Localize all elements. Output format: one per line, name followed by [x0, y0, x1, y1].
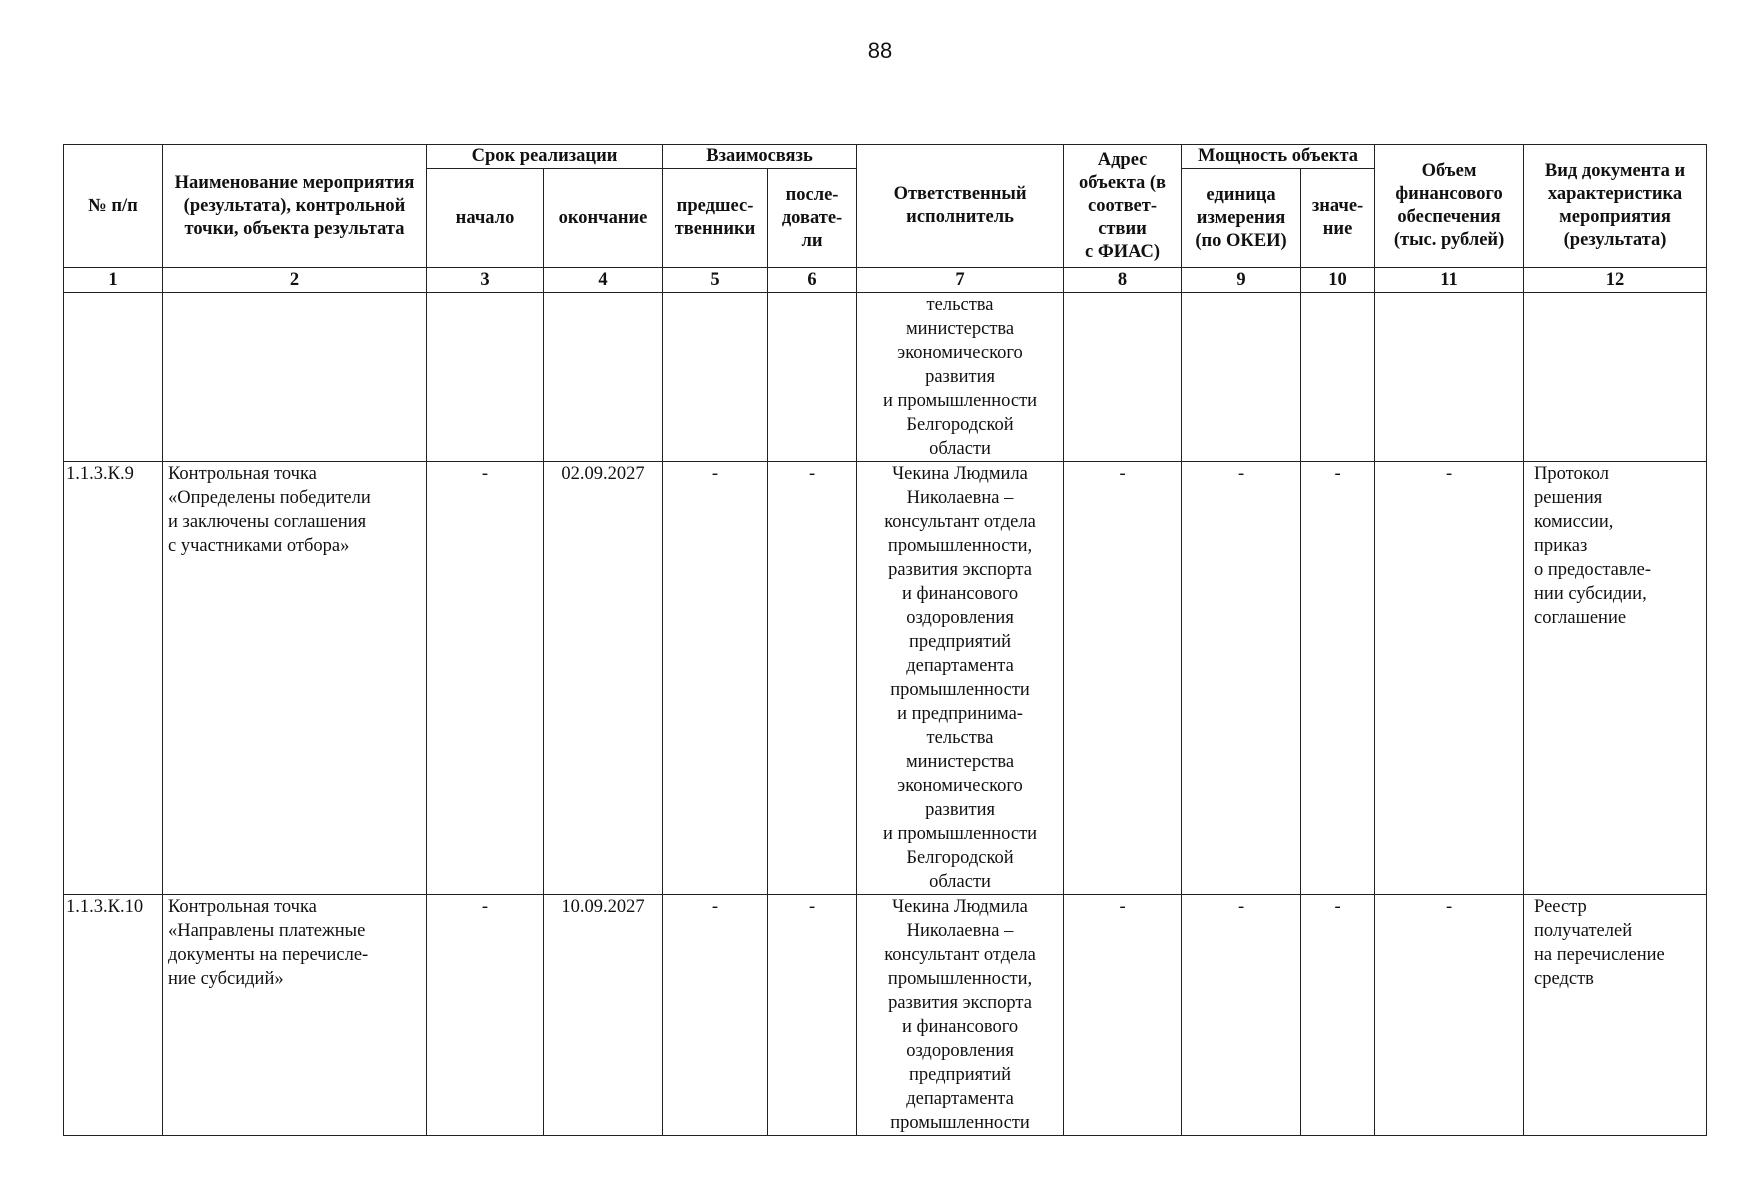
header-document: Вид документа и характеристика мероприятия (результата) [1524, 145, 1707, 268]
cell-next: - [768, 895, 857, 1136]
cell-prev [663, 293, 768, 462]
cell-name [163, 293, 427, 462]
table-row [64, 462, 1707, 895]
cell-responsible: тельства министерства экономического развития и промышленности Белгородской области [857, 293, 1064, 462]
cell-next: - [768, 462, 857, 895]
cell-responsible: Чекина Людмила Николаевна – консультант отдела промышленности, развития экспорта и финансового оздоровления предприятий департамента промышленности и предпринима- тельства министерства экономического развития и промышленности Белгородской области [857, 462, 1064, 895]
header-name: Наименование мероприятия (результата), контрольной точки, объекта результата [163, 145, 427, 268]
cell-prev: - [663, 462, 768, 895]
column-number: 10 [1301, 268, 1375, 293]
header-capacity-group: Мощность объекта [1182, 145, 1375, 169]
cell-end: 02.09.2027 [544, 462, 663, 895]
header-term-start: начало [427, 169, 544, 268]
cell-address: - [1064, 462, 1182, 895]
cell-finance: - [1375, 462, 1524, 895]
cell-unit: - [1182, 462, 1301, 895]
cell-finance [1375, 293, 1524, 462]
cell-document [1524, 293, 1707, 462]
cell-unit: - [1182, 895, 1301, 1136]
cell-number: 1.1.3.К.9 [64, 462, 163, 895]
header-term-end: окончание [544, 169, 663, 268]
column-number: 11 [1375, 268, 1524, 293]
table-row [64, 895, 1707, 1136]
column-number: 2 [163, 268, 427, 293]
column-number: 7 [857, 268, 1064, 293]
header-responsible: Ответственный исполнитель [857, 145, 1064, 268]
header-number: № п/п [64, 145, 163, 268]
header-capacity-value: значе- ние [1301, 169, 1375, 268]
cell-number: 1.1.3.К.10 [64, 895, 163, 1136]
cell-document: Реестр получателей на перечисление средств [1524, 895, 1707, 1136]
header-capacity-unit: единица измерения (по ОКЕИ) [1182, 169, 1301, 268]
column-number: 6 [768, 268, 857, 293]
column-number: 9 [1182, 268, 1301, 293]
column-number: 12 [1524, 268, 1707, 293]
table-row [64, 293, 1707, 462]
column-number: 4 [544, 268, 663, 293]
header-link-group: Взаимосвязь [663, 145, 857, 169]
cell-address: - [1064, 895, 1182, 1136]
header-finance: Объем финансового обеспечения (тыс. рублей) [1375, 145, 1524, 268]
cell-number [64, 293, 163, 462]
column-number: 5 [663, 268, 768, 293]
column-number: 1 [64, 268, 163, 293]
cell-next [768, 293, 857, 462]
column-number: 3 [427, 268, 544, 293]
cell-document: Протокол решения комиссии, приказ о предоставле- нии субсидии, соглашение [1524, 462, 1707, 895]
cell-end [544, 293, 663, 462]
cell-value: - [1301, 462, 1375, 895]
header-term-group: Срок реализации [427, 145, 663, 169]
column-number-row [64, 268, 1707, 293]
header-link-prev: предшес- твенники [663, 169, 768, 268]
cell-name: Контрольная точка «Определены победители и заключены соглашения с участниками отбора» [163, 462, 427, 895]
cell-start: - [427, 462, 544, 895]
header-link-next: после- довате- ли [768, 169, 857, 268]
cell-value [1301, 293, 1375, 462]
cell-start [427, 293, 544, 462]
cell-start: - [427, 895, 544, 1136]
plan-table [63, 144, 1707, 1136]
cell-address [1064, 293, 1182, 462]
header-row-top [64, 145, 1707, 169]
cell-prev: - [663, 895, 768, 1136]
cell-unit [1182, 293, 1301, 462]
cell-finance: - [1375, 895, 1524, 1136]
column-number: 8 [1064, 268, 1182, 293]
cell-end: 10.09.2027 [544, 895, 663, 1136]
cell-responsible: Чекина Людмила Николаевна – консультант отдела промышленности, развития экспорта и финансового оздоровления предприятий департамента промышленности [857, 895, 1064, 1136]
page-number: 88 [867, 38, 893, 63]
header-address: Адрес объекта (в соответ- ствии с ФИАС) [1064, 145, 1182, 268]
cell-value: - [1301, 895, 1375, 1136]
cell-name: Контрольная точка «Направлены платежные документы на перечисле- ние субсидий» [163, 895, 427, 1136]
